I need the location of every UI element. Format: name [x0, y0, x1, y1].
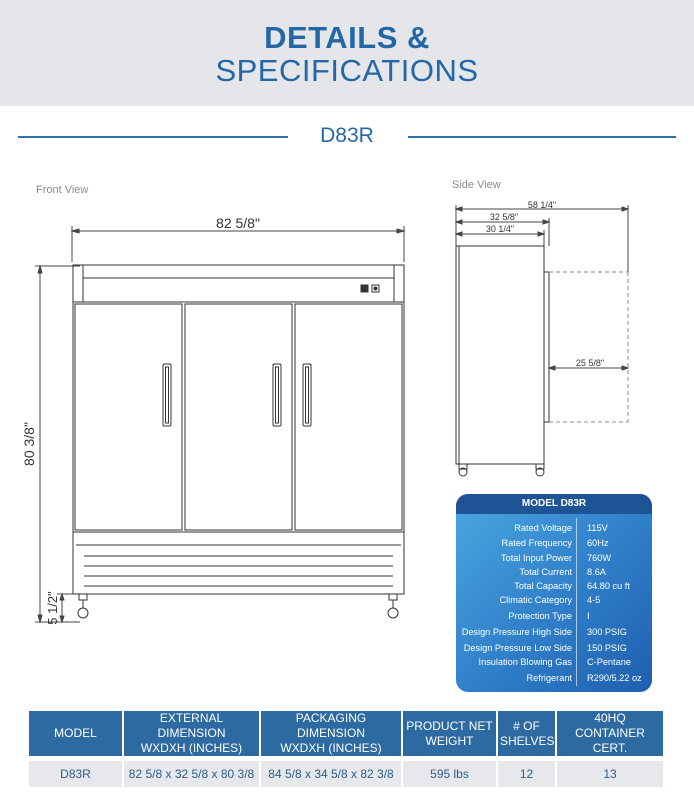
spec-label: Refrigerant [526, 673, 572, 683]
front-view-label: Front View [36, 184, 89, 196]
front-base-label: 5 1/2" [45, 591, 60, 625]
spec-row [456, 535, 652, 551]
header-line: EXTERNAL DIMENSION [157, 711, 226, 740]
header-title-line1: DETAILS & [264, 20, 430, 55]
spec-row [456, 670, 652, 686]
side-depth-b-label: 30 1/4" [485, 224, 515, 234]
model-title: D83R [320, 124, 374, 147]
table-cell: 84 5/8 x 34 5/8 x 82 3/8 [260, 761, 402, 787]
spec-value: 760W [587, 553, 612, 563]
table-header-cell [29, 711, 123, 756]
table-header-cell [123, 711, 260, 756]
side-dimensions [456, 205, 628, 370]
table-cell: 12 [497, 761, 556, 787]
header-line: WXDXH (INCHES) [140, 741, 243, 755]
spec-value: 60Hz [587, 538, 609, 548]
table-cell: 13 [556, 761, 663, 787]
spec-label: Total Input Power [501, 553, 572, 563]
table-row [29, 761, 663, 787]
front-height-label: 80 3/8" [21, 422, 37, 466]
spec-label: Total Current [519, 567, 572, 577]
spec-value: R290/5.22 oz [587, 673, 642, 683]
header-line: SHELVES [500, 733, 555, 748]
table-header-cell [260, 711, 402, 756]
header-line: # OF [513, 718, 540, 733]
side-overall-label: 58 1/4" [527, 200, 557, 210]
header-line: PRODUCT NET [406, 718, 493, 733]
spec-value: C-Pentane [587, 657, 631, 667]
spec-label: Total Capacity [514, 581, 572, 591]
header-line: CONTAINER CERT. [575, 726, 645, 755]
spec-label: Climatic Category [499, 595, 572, 605]
spec-row [456, 654, 652, 670]
spec-label: Design Pressure High Side [461, 627, 572, 637]
header-title-line2: SPECIFICATIONS [215, 53, 479, 88]
front-cabinet [73, 265, 404, 618]
table-header-cell [497, 711, 556, 756]
front-width-label: 82 5/8" [216, 215, 260, 231]
spec-label: Rated Voltage [514, 523, 572, 533]
spec-value: 115V [587, 523, 608, 533]
spec-value: 64.80 cu ft [587, 581, 630, 591]
table-cell: 595 lbs [402, 761, 497, 787]
header-line: WEIGHT [425, 733, 474, 748]
spec-label: Insulation Blowing Gas [478, 657, 572, 667]
header-line: MODEL [54, 726, 97, 740]
table-header-cell [556, 711, 663, 756]
side-view-label: Side View [452, 179, 501, 191]
table-cell: D83R [29, 761, 123, 787]
specs-table [29, 711, 663, 787]
side-door-swing [549, 272, 628, 422]
table-cell: 82 5/8 x 32 5/8 x 80 3/8 [123, 761, 260, 787]
spec-row [456, 624, 652, 640]
spec-card-title: MODEL D83R [456, 494, 652, 514]
spec-row [456, 608, 652, 624]
spec-label: Rated Frequency [501, 538, 572, 548]
header-line: WXDXH (INCHES) [280, 741, 382, 755]
side-depth-a-label: 32 5/8" [489, 212, 519, 222]
spec-value: 150 PSIG [587, 643, 627, 653]
table-header-row [29, 711, 663, 756]
spec-value: I [587, 611, 590, 621]
spec-row [456, 520, 652, 536]
spec-card [456, 494, 652, 692]
header-line: PACKAGING DIMENSION [295, 711, 367, 740]
spec-value: 300 PSIG [587, 627, 627, 637]
front-width-dimension [72, 226, 404, 262]
spec-label: Design Pressure Low Side [463, 643, 572, 653]
header-line: 40HQ [594, 711, 626, 725]
spec-label: Protection Type [508, 611, 572, 621]
side-door-swing-label: 25 5/8" [575, 358, 605, 368]
table-header-cell [402, 711, 497, 756]
spec-value: 8.6A [587, 567, 606, 577]
side-cabinet [456, 246, 549, 476]
spec-row [456, 592, 652, 608]
spec-value: 4-5 [587, 595, 601, 605]
